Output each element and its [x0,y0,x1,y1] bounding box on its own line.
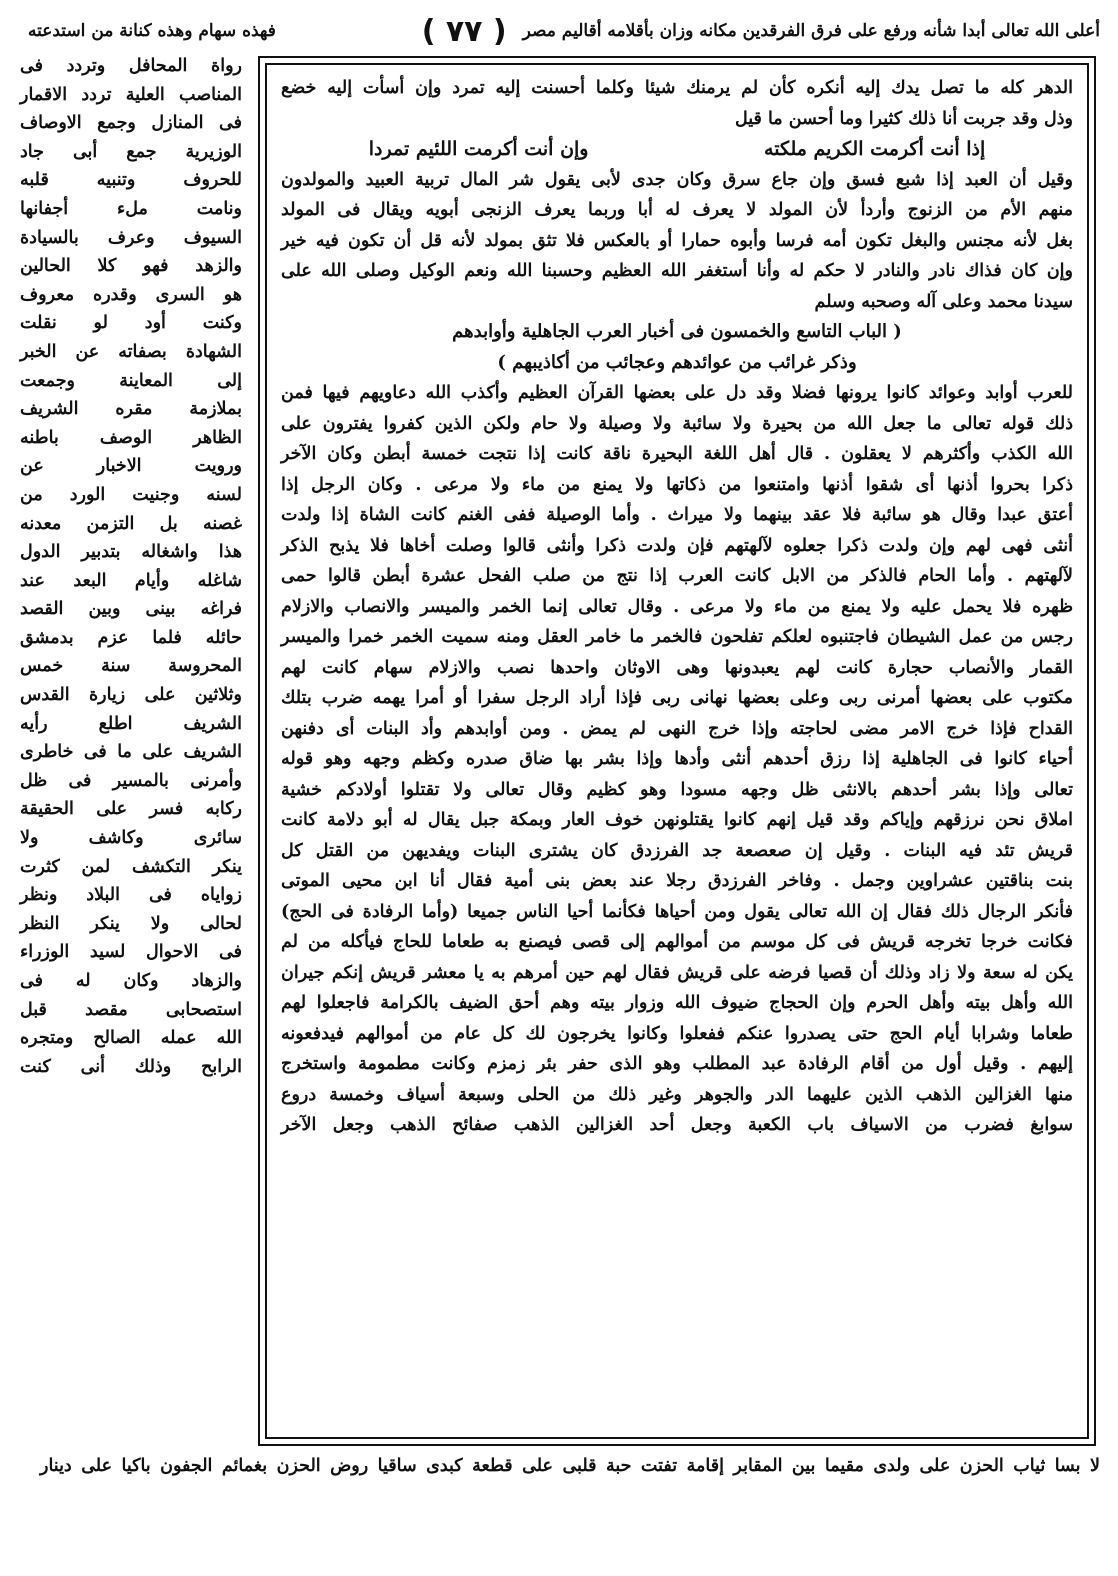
margin-text-line: شاغله وأيام البعد عند [20,570,242,591]
header-left-text: فهذه سهام وهذه كنانة من استدعته [28,21,276,41]
margin-text-line: بملازمة مقره الشريف [20,399,242,420]
margin-text-line: السيوف وعرف بالسيادة [20,227,242,248]
margin-commentary [20,52,242,1447]
text-line: الله وأهل بيته وأهل الحرم وإن الحجاج ضيوف الله وزوار بيته وهم أحق الضيف بالكرامة فاجعلوا لهم [281,993,1073,1013]
margin-text-line: سائرى وكاشف ولا [20,828,242,849]
margin-text-line: الظاهر الوصف باطنه [20,427,242,448]
margin-text-line: الوزيرية جمع أبى جاد [20,141,242,162]
margin-text-line: لحالى ولا ينكر النظر [20,913,242,934]
text-line: يكن له سعة ولا زاد وذلك أن قصيا فرضه على قريش فقال لهم حين أمرهم به يا معشر قريش إنكم جيران [281,962,1073,983]
verse-first-hemistich: إذا أنت أكرمت الكريم ملكته [764,138,986,160]
margin-text-line: الشريف على ما فى خاطرى [20,742,242,763]
text-line: ظهره فلا يحمل عليه ولا يمنع من ماء ولا مرعى . وقال تعالى إنما الخمر والميسر والانصاب والازلام [281,596,1073,617]
margin-text-line: إلى المعاينة وجمعت [20,370,242,391]
text-line: ذكرا بحروا أذنها أى شقوا أذنها وامتنعوا من ذكاتها ولا يمنع من ماء ولا مرعى . وكان الرجل إذا [281,474,1073,495]
margin-text-line: للحروف وتنبيه قلبه [20,170,242,191]
margin-text-line: والزهد فهو كلا الحالين [20,256,242,277]
text-line: أحياء كانوا فى الجاهلية إذا رزق أحدهم أنثى وأدها وإذا بشر بها ضاق صدره وكظم وجهه وهو قوله [281,749,1073,769]
running-header [28,14,1100,48]
text-line: منها الغزالين الذهب الذين عليهما الدر والجوهر وغير ذلك من الحلى وسبعة أسياف وخمسة دروع [281,1084,1073,1105]
text-line: سوابغ فضرب من الاسياف باب الكعبة وجعل أحد الغزالين الذهب صفائح الذهب وجعل الآخر [281,1115,1073,1135]
text-line: ذلك قوله تعالى ما جعل الله من بحيرة ولا سائبة ولا وصيلة ولا حام ولكن الذين كفروا يفترون على [281,413,1073,434]
text-line: وقيل أن العبد إذا شبع فسق وإن جاع سرق وكان جدى لأبى يقول شر المال تربية العبيد والمولدون [281,169,1073,190]
margin-text-line: الله عمله الصالح ومتجره [20,1028,242,1049]
text-line: فكانت خرجا تخرجه قريش فى كل موسم من أموالهم إلى قصى فيصنع به طعاما للحاج فيأكله من لم [281,932,1073,952]
text-line: وإن كان فذاك نادر والنادر لا حكم له وأنا أستغفر الله العظيم وحسبنا الله ونعم الوكيل وصلى الله على [281,261,1073,281]
text-line: املاق نحن نرزقهم وإياكم وقد قيل إنهم كانوا يقتلونهن خوف العار وبمكة جبل يقال له أبو دلامة كانت [281,810,1073,830]
margin-text-line: المناصب العلية تردد الاقمار [20,84,242,105]
chapter-heading-line-1: ( الباب التاسع والخمسون فى أخبار العرب الجاهلية وأوابدهم [452,321,902,342]
margin-text-line: استصحابى مقصد قبل [20,999,242,1020]
margin-text-line: ونامت ملء أجفانها [20,198,242,219]
text-line: وذل وقد جربت أنا ذلك كثيرا وما أحسن ما قيل [734,108,1073,129]
margin-text-line: رواة المحافل وتردد فى [20,56,242,76]
margin-text-line: فى المنازل وجمع الاوصاف [20,113,242,134]
margin-text-line: فى الاحوال لسيد الوزراء [20,942,242,963]
margin-text-line: لسنه وجنيت الورد من [20,484,242,505]
margin-text-line: غصنه بل التزمن معدنه [20,513,242,534]
text-line: لآلهتهم . وأما الحام فالذكر من الابل كانت العرب إذا نتج من صلب الفحل عشرة أبطن قالوا حمى [281,566,1073,586]
margin-text-line: حائله فلما عزم بدمشق [20,627,242,648]
margin-text-line: الشهادة بصفاته عن الخبر [20,341,242,362]
margin-text-line: وثلاثين على زيارة القدس [20,685,242,706]
text-line: القداح فإذا خرج الامر مضى لحاجته وإذا خرج النهى لم يمض . ومن أوابدهم وأد البنات أى دفنهن [281,718,1073,739]
margin-text-line: ينكر التكشف لمن كثرت [20,856,242,877]
text-line: بنت بناقتين عشراوين وجمل . وفاخر الفرزدق رجلا عند بعض بنى أمية فقال أنا ابن محيى الموتى [281,871,1073,891]
footer-text: لا بسا ثياب الحزن على ولدى مقيما بين المقابر إقامة تفتت حبة قلبى على قطعة كبدى ساقيا روض الحزن بغمائم الجفون باكيا على دينار [40,1456,1100,1476]
text-line: رجس من عمل الشيطان فاجتنبوه لعلكم تفلحون فالخمر ما خامر العقل ومنه سميت الخمر خمرا والميسر [281,627,1073,647]
page-number: ( ٧٧ ) [421,13,507,49]
text-line: سيدنا محمد وعلى آله وصحبه وسلم [814,291,1073,312]
margin-text-line: هو السرى وقدره معروف [20,284,242,305]
text-line: منهم الأم من الزنوج وأردأ لأن المولد لا يعرف له أبا وربما يعرف الزنجى أبويه ويقال فى المولد [281,200,1073,220]
text-line: القمار والأنصاب حجارة كانت لهم يعبدونها وهى الاوثان واحدها نصب والازلام سهام كانت لهم [281,657,1073,678]
text-line: أنثى فهى لهم وإن ولدت ذكرا جعلوه لآلهتهم فإن ولدت ذكرا وأنثى قالوا وصلت أخاها فلا يذبح الذكر [281,535,1073,556]
text-line: تعالى وإذا بشر أحدهم بالانثى ظل وجهه مسودا وهو كظيم وقال تعالى ولا تقتلوا أولادكم خشية [281,779,1073,800]
text-line: مكتوب على بعضها أمرنى ربى وعلى بعضها نهانى ربى فإذا أراد الرجل سفرا أو أمرا يهمه ضرب بتلك [281,688,1073,708]
margin-text-line: المحروسة سنة خمس [20,656,242,677]
margin-text-line: هذا واشغاله بتدبير الدول [20,542,242,563]
margin-text-line: الرابح وذلك أنى كنت [20,1056,242,1077]
text-line: الله الكذب وأكثرهم لا يعقلون . قال أهل اللغة البحيرة ناقة كانت إذا نتجت خمسة أبطن وكان الآخر [281,444,1073,464]
text-line: للعرب أوابد وعوائد كانوا يرونها فضلا وقد دل على بعضها القرآن العظيم وأكذب الله دعاويهم فيها فمن [281,383,1073,403]
margin-text-line: ركابه فسر على الحقيقة [20,799,242,820]
margin-text-line: والزهاد وكان له فى [20,971,242,991]
poem-verse [281,134,1073,165]
margin-text-line: الشريف اطلع رأيه [20,713,242,734]
text-line: فأنكر الرجال ذلك فقال إن الله تعالى يقول ومن أحياها فكأنما أحيا الناس جميعا (وأما الرفادة فى الحج) [281,901,1073,922]
chapter-heading-line-2: وذكر غرائب من عوائدهم وعجائب من أكاذيبهم ) [497,351,857,373]
text-line: أعتق عبدا وقال هو سائبة فلا عقد بينهما ولا ميراث . وأما الوصيلة ففى الغنم كانت الشاة إذا ولدت [281,505,1073,525]
verse-second-hemistich: وإن أنت أكرمت اللئيم تمردا [368,138,589,160]
text-line: قريش تئد فيه البنات . وقيل إن صعصعة جد الفرزدق كان يشترى البنات ويفديهن من القتل كل [281,840,1073,861]
margin-text-line: ورويت الاخبار عن [20,456,242,477]
header-right-text: أعلى الله تعالى أبدا شأنه ورفع على فرق الفرقدين مكانه وزان بأقلامه أقاليم مصر [522,21,1100,41]
main-text-frame-inner [265,63,1089,1439]
text-line: طعاما وشرابا أيام الحج حتى يصدروا عنكم ففعلوا وكانوا يخرجون لك كل عام من أموالهم فيدفعونه [281,1023,1073,1044]
margin-text-line: زواياه فى البلاد ونظر [20,885,242,906]
text-line: إليهم . وقيل أول من أقام الرفادة عبد المطلب وهو الذى حفر بئر زمزم وكانت مطمومة واستخرج [281,1054,1073,1074]
margin-text-line: فراغه بينى وبين القصد [20,599,242,620]
margin-text-line: وأمرنى بالمسير فى ظل [20,770,242,791]
margin-text-line: وكنت أود لو نقلت [20,313,242,334]
text-line: بغل لأنه مجنس والبغل تكون أمه فرسا وأبوه حمارا أو بالعكس فلا تثق بمولد لأنه قل أن تكون فيه خير [281,230,1073,251]
main-text [281,73,1073,1429]
text-line: الدهر كله ما تصل يدك إليه أنكره كأن لم يرمنك شيئا وكلما أحسنت إليه تمرد وإن أسأت إليه خضع [281,78,1073,98]
main-text-frame [258,56,1096,1446]
